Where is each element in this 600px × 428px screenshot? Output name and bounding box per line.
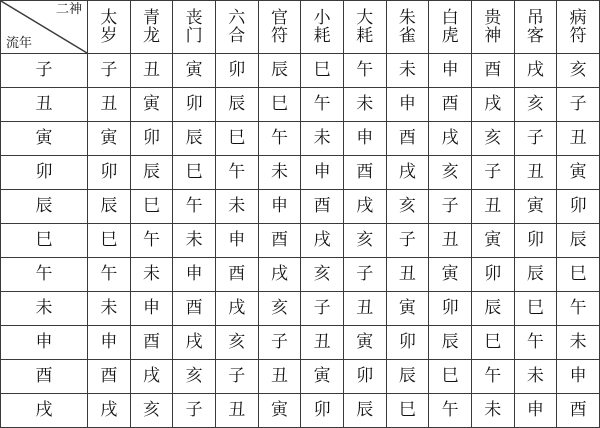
cell-2-7: 酉 (386, 122, 429, 156)
cell-9-2: 亥 (173, 360, 216, 394)
cell-4-10: 寅 (514, 190, 557, 224)
row-header-0: 子 (1, 54, 88, 88)
cell-0-2: 寅 (173, 54, 216, 88)
column-header-10-char-1: 吊 (526, 7, 544, 28)
column-header-8 (429, 1, 472, 54)
cell-2-5: 未 (301, 122, 344, 156)
column-header-8-char-2: 虎 (441, 26, 459, 46)
row-header-6: 午 (1, 258, 88, 292)
cell-8-11: 未 (557, 326, 600, 360)
cell-9-5: 寅 (301, 360, 344, 394)
column-header-2 (173, 1, 216, 54)
cell-3-3: 午 (215, 156, 258, 190)
cell-6-8: 寅 (429, 258, 472, 292)
cell-6-10: 辰 (514, 258, 557, 292)
cell-2-10: 子 (514, 122, 557, 156)
cell-2-4: 午 (258, 122, 301, 156)
table-row (1, 326, 600, 360)
cell-7-10: 巳 (514, 292, 557, 326)
cell-2-8: 戌 (429, 122, 472, 156)
cell-6-2: 申 (173, 258, 216, 292)
cell-0-4: 辰 (258, 54, 301, 88)
cell-6-11: 巳 (557, 258, 600, 292)
column-header-5 (301, 1, 344, 54)
column-header-4-char-1: 官 (270, 7, 288, 28)
cell-7-8: 卯 (429, 292, 472, 326)
cell-6-9: 卯 (471, 258, 514, 292)
column-header-0-char-1: 太 (100, 7, 118, 28)
cell-5-4: 酉 (258, 224, 301, 258)
cell-0-1: 丑 (130, 54, 173, 88)
table-header-row (1, 1, 600, 54)
column-header-2-char-2: 门 (185, 26, 203, 46)
column-header-1-char-1: 青 (142, 7, 160, 28)
cell-3-1: 辰 (130, 156, 173, 190)
cell-6-4: 戌 (258, 258, 301, 292)
cell-3-5: 申 (301, 156, 344, 190)
column-header-9-char-1: 贵 (484, 7, 502, 28)
cell-3-4: 未 (258, 156, 301, 190)
cell-0-6: 午 (343, 54, 386, 88)
column-header-7 (386, 1, 429, 54)
cell-9-11: 申 (557, 360, 600, 394)
cell-0-10: 戌 (514, 54, 557, 88)
column-header-6 (343, 1, 386, 54)
table-body (1, 54, 600, 428)
cell-6-5: 亥 (301, 258, 344, 292)
cell-4-11: 卯 (557, 190, 600, 224)
column-header-9 (471, 1, 514, 54)
cell-3-6: 酉 (343, 156, 386, 190)
cell-4-6: 戌 (343, 190, 386, 224)
cell-3-10: 丑 (514, 156, 557, 190)
corner-label-bottom: 流年 (6, 36, 33, 52)
cell-6-1: 未 (130, 258, 173, 292)
cell-5-11: 辰 (557, 224, 600, 258)
cell-6-7: 丑 (386, 258, 429, 292)
cell-7-4: 亥 (258, 292, 301, 326)
cell-4-9: 丑 (471, 190, 514, 224)
cell-1-0: 丑 (88, 88, 131, 122)
corner-label-top: 二神 (55, 2, 82, 17)
column-header-11-char-1: 病 (569, 7, 587, 28)
cell-9-4: 丑 (258, 360, 301, 394)
cell-0-7: 未 (386, 54, 429, 88)
column-header-7-char-2: 雀 (398, 26, 416, 46)
cell-2-1: 卯 (130, 122, 173, 156)
table-row (1, 54, 600, 88)
column-header-5-char-2: 耗 (313, 26, 331, 46)
cell-6-3: 酉 (215, 258, 258, 292)
cell-5-1: 午 (130, 224, 173, 258)
cell-10-1: 亥 (130, 394, 173, 428)
column-header-9-char-2: 神 (484, 26, 502, 46)
row-header-2: 寅 (1, 122, 88, 156)
cell-1-1: 寅 (130, 88, 173, 122)
column-header-8-char-1: 白 (441, 7, 459, 28)
table-row (1, 122, 600, 156)
cell-5-8: 丑 (429, 224, 472, 258)
cell-5-5: 戌 (301, 224, 344, 258)
cell-10-7: 巳 (386, 394, 429, 428)
row-header-3: 卯 (1, 156, 88, 190)
cell-5-6: 亥 (343, 224, 386, 258)
table-row (1, 156, 600, 190)
column-header-2-char-1: 丧 (185, 7, 203, 28)
column-header-0-char-2: 岁 (100, 26, 118, 46)
row-header-4: 辰 (1, 190, 88, 224)
cell-10-11: 酉 (557, 394, 600, 428)
table-row (1, 292, 600, 326)
cell-8-5: 丑 (301, 326, 344, 360)
cell-10-8: 午 (429, 394, 472, 428)
cell-6-0: 午 (88, 258, 131, 292)
cell-5-2: 未 (173, 224, 216, 258)
column-header-7-char-1: 朱 (398, 7, 416, 28)
cell-4-4: 申 (258, 190, 301, 224)
column-header-0 (88, 1, 131, 54)
cell-3-9: 子 (471, 156, 514, 190)
table-row (1, 190, 600, 224)
cell-10-6: 辰 (343, 394, 386, 428)
cell-10-5: 卯 (301, 394, 344, 428)
cell-1-8: 酉 (429, 88, 472, 122)
cell-9-0: 酉 (88, 360, 131, 394)
table-row (1, 394, 600, 428)
row-header-9: 酉 (1, 360, 88, 394)
column-header-3-char-2: 合 (228, 26, 246, 46)
cell-0-5: 巳 (301, 54, 344, 88)
cell-1-10: 亥 (514, 88, 557, 122)
row-header-7: 未 (1, 292, 88, 326)
cell-0-11: 亥 (557, 54, 600, 88)
cell-2-2: 辰 (173, 122, 216, 156)
cell-8-1: 酉 (130, 326, 173, 360)
cell-1-6: 未 (343, 88, 386, 122)
column-header-3 (215, 1, 258, 54)
cell-1-3: 辰 (215, 88, 258, 122)
cell-10-10: 申 (514, 394, 557, 428)
cell-2-9: 亥 (471, 122, 514, 156)
table-row (1, 360, 600, 394)
row-header-8: 申 (1, 326, 88, 360)
cell-5-7: 子 (386, 224, 429, 258)
cell-9-9: 午 (471, 360, 514, 394)
cell-7-3: 戌 (215, 292, 258, 326)
cell-4-2: 午 (173, 190, 216, 224)
cell-4-3: 未 (215, 190, 258, 224)
cell-1-11: 子 (557, 88, 600, 122)
cell-8-6: 寅 (343, 326, 386, 360)
cell-3-8: 亥 (429, 156, 472, 190)
cell-10-2: 子 (173, 394, 216, 428)
column-header-10 (514, 1, 557, 54)
cell-9-1: 戌 (130, 360, 173, 394)
cell-7-11: 午 (557, 292, 600, 326)
column-header-6-char-2: 耗 (356, 26, 374, 46)
cell-7-5: 子 (301, 292, 344, 326)
cell-4-5: 酉 (301, 190, 344, 224)
cell-8-2: 戌 (173, 326, 216, 360)
cell-3-11: 寅 (557, 156, 600, 190)
corner-axis-cell (1, 1, 88, 54)
cell-10-0: 戌 (88, 394, 131, 428)
column-header-11-char-2: 符 (569, 26, 587, 46)
column-header-1-char-2: 龙 (142, 26, 160, 46)
cell-4-7: 亥 (386, 190, 429, 224)
column-header-10-char-2: 客 (526, 26, 544, 46)
cell-8-9: 巳 (471, 326, 514, 360)
cell-7-7: 寅 (386, 292, 429, 326)
cell-8-10: 午 (514, 326, 557, 360)
cell-0-8: 申 (429, 54, 472, 88)
cell-9-3: 子 (215, 360, 258, 394)
cell-1-2: 卯 (173, 88, 216, 122)
table-row (1, 258, 600, 292)
row-header-10: 戌 (1, 394, 88, 428)
cell-3-7: 戌 (386, 156, 429, 190)
cell-8-8: 辰 (429, 326, 472, 360)
column-header-4 (258, 1, 301, 54)
cell-6-6: 子 (343, 258, 386, 292)
column-header-5-char-1: 小 (313, 7, 331, 28)
cell-7-6: 丑 (343, 292, 386, 326)
cell-7-1: 申 (130, 292, 173, 326)
cell-5-0: 巳 (88, 224, 131, 258)
cell-0-3: 卯 (215, 54, 258, 88)
column-header-1 (130, 1, 173, 54)
cell-10-3: 丑 (215, 394, 258, 428)
cell-4-1: 巳 (130, 190, 173, 224)
cell-0-9: 酉 (471, 54, 514, 88)
cell-9-6: 卯 (343, 360, 386, 394)
cell-1-4: 巳 (258, 88, 301, 122)
cell-2-6: 申 (343, 122, 386, 156)
table-row (1, 88, 600, 122)
cell-10-4: 寅 (258, 394, 301, 428)
cell-9-7: 辰 (386, 360, 429, 394)
cell-2-0: 寅 (88, 122, 131, 156)
cell-7-2: 酉 (173, 292, 216, 326)
cell-8-4: 子 (258, 326, 301, 360)
column-header-6-char-1: 大 (356, 7, 374, 28)
cell-1-5: 午 (301, 88, 344, 122)
table-row (1, 224, 600, 258)
cell-2-11: 丑 (557, 122, 600, 156)
cell-9-10: 未 (514, 360, 557, 394)
cell-5-9: 寅 (471, 224, 514, 258)
cell-10-9: 未 (471, 394, 514, 428)
cell-2-3: 巳 (215, 122, 258, 156)
cell-3-2: 巳 (173, 156, 216, 190)
cell-1-9: 戌 (471, 88, 514, 122)
cell-4-8: 子 (429, 190, 472, 224)
cell-8-0: 申 (88, 326, 131, 360)
cell-1-7: 申 (386, 88, 429, 122)
cell-8-3: 亥 (215, 326, 258, 360)
cell-4-0: 辰 (88, 190, 131, 224)
column-header-11 (557, 1, 600, 54)
row-header-5: 巳 (1, 224, 88, 258)
cell-7-9: 辰 (471, 292, 514, 326)
cell-5-10: 卯 (514, 224, 557, 258)
cell-8-7: 卯 (386, 326, 429, 360)
cell-0-0: 子 (88, 54, 131, 88)
cell-7-0: 未 (88, 292, 131, 326)
cell-3-0: 卯 (88, 156, 131, 190)
table-header (1, 1, 600, 54)
column-header-4-char-2: 符 (270, 26, 288, 46)
cell-9-8: 巳 (429, 360, 472, 394)
column-header-3-char-1: 六 (228, 7, 246, 28)
cell-5-3: 申 (215, 224, 258, 258)
row-header-1: 丑 (1, 88, 88, 122)
